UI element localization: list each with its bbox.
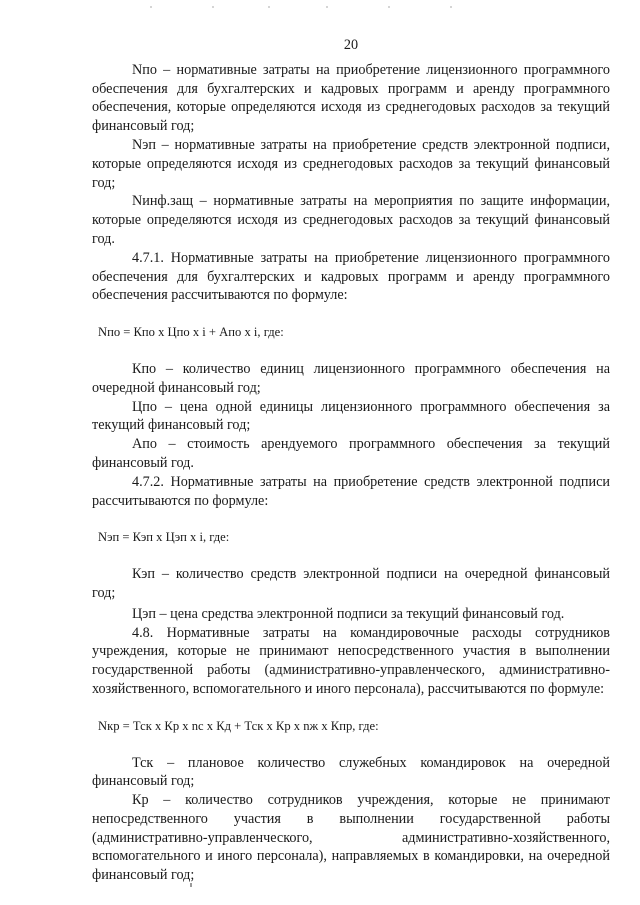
scan-mark <box>190 883 192 887</box>
paragraph-npo-definition: Nпо – нормативные затраты на приобретение лицензионного программного обеспечения для бухгалтерских и кадровых программ и аренду программного обеспечения, которые определяются исходя из среднегодовых расходов за текущий финансовый год; <box>92 61 610 135</box>
paragraph-section-4-7-1: 4.7.1. Нормативные затраты на приобретение лицензионного программного обеспечения для бухгалтерских и кадровых программ и аренду программного обеспечения рассчитываются по формуле: <box>92 249 610 304</box>
paragraph-section-4-7-2: 4.7.2. Нормативные затраты на приобретение средств электронной подписи рассчитываются по формуле: <box>92 473 610 509</box>
paragraph-tspo-definition: Цпо – цена одной единицы лицензионного программного обеспечения за текущий финансовый год; <box>92 398 610 434</box>
paragraph-section-4-8: 4.8. Нормативные затраты на командировочные расходы сотрудников учреждения, которые не принимают непосредственного участия в выполнении государственной работы (административно-управленческого, административно-хозяйственного, вспомогательного и иного персонала), рассчитываются по формуле: <box>92 624 610 697</box>
paragraph-tsk-definition: Тск – плановое количество служебных командировок на очередной финансовый год; <box>92 754 610 790</box>
page-number: 20 <box>343 37 359 53</box>
formula-nkr: Nкр = Тск х Кр х nс х Кд + Тск х Кр х nж х Кпр, где: <box>98 718 379 733</box>
paragraph-ninf-definition: Nинф.защ – нормативные затраты на мероприятия по защите информации, которые определяются исходя из среднегодовых расходов за текущий финансовый год. <box>92 193 610 247</box>
paragraph-kpo-definition: Кпо – количество единиц лицензионного программного обеспечения на очередной финансовый год; <box>92 360 610 396</box>
scan-noise <box>150 6 470 10</box>
paragraph-nep-definition: Nэп – нормативные затраты на приобретение средств электронной подписи, которые определяются исходя из среднегодовых расходов за текущий финансовый год; <box>92 136 610 191</box>
formula-nep: Nэп = Кэп х Цэп х i, где: <box>98 530 230 545</box>
paragraph-kr-definition: Кр – количество сотрудников учреждения, которые не принимают непосредственного участия в выполнении государственной работы (административно-управленческого, административно-хозяйственного, вспомогательного и иного персонала), направляемых в командировки, на очередной финансовый год; <box>92 792 610 884</box>
paragraph-tsep-definition: Цэп – цена средства электронной подписи за текущий финансовый год. <box>132 605 565 622</box>
paragraph-apo-definition: Апо – стоимость арендуемого программного обеспечения за текущий финансовый год. <box>92 436 610 471</box>
formula-npo: Nпо = Кпо х Цпо х i + Апо х i, где: <box>98 325 284 340</box>
paragraph-kep-definition: Кэп – количество средств электронной подписи на очередной финансовый год; <box>92 566 610 601</box>
